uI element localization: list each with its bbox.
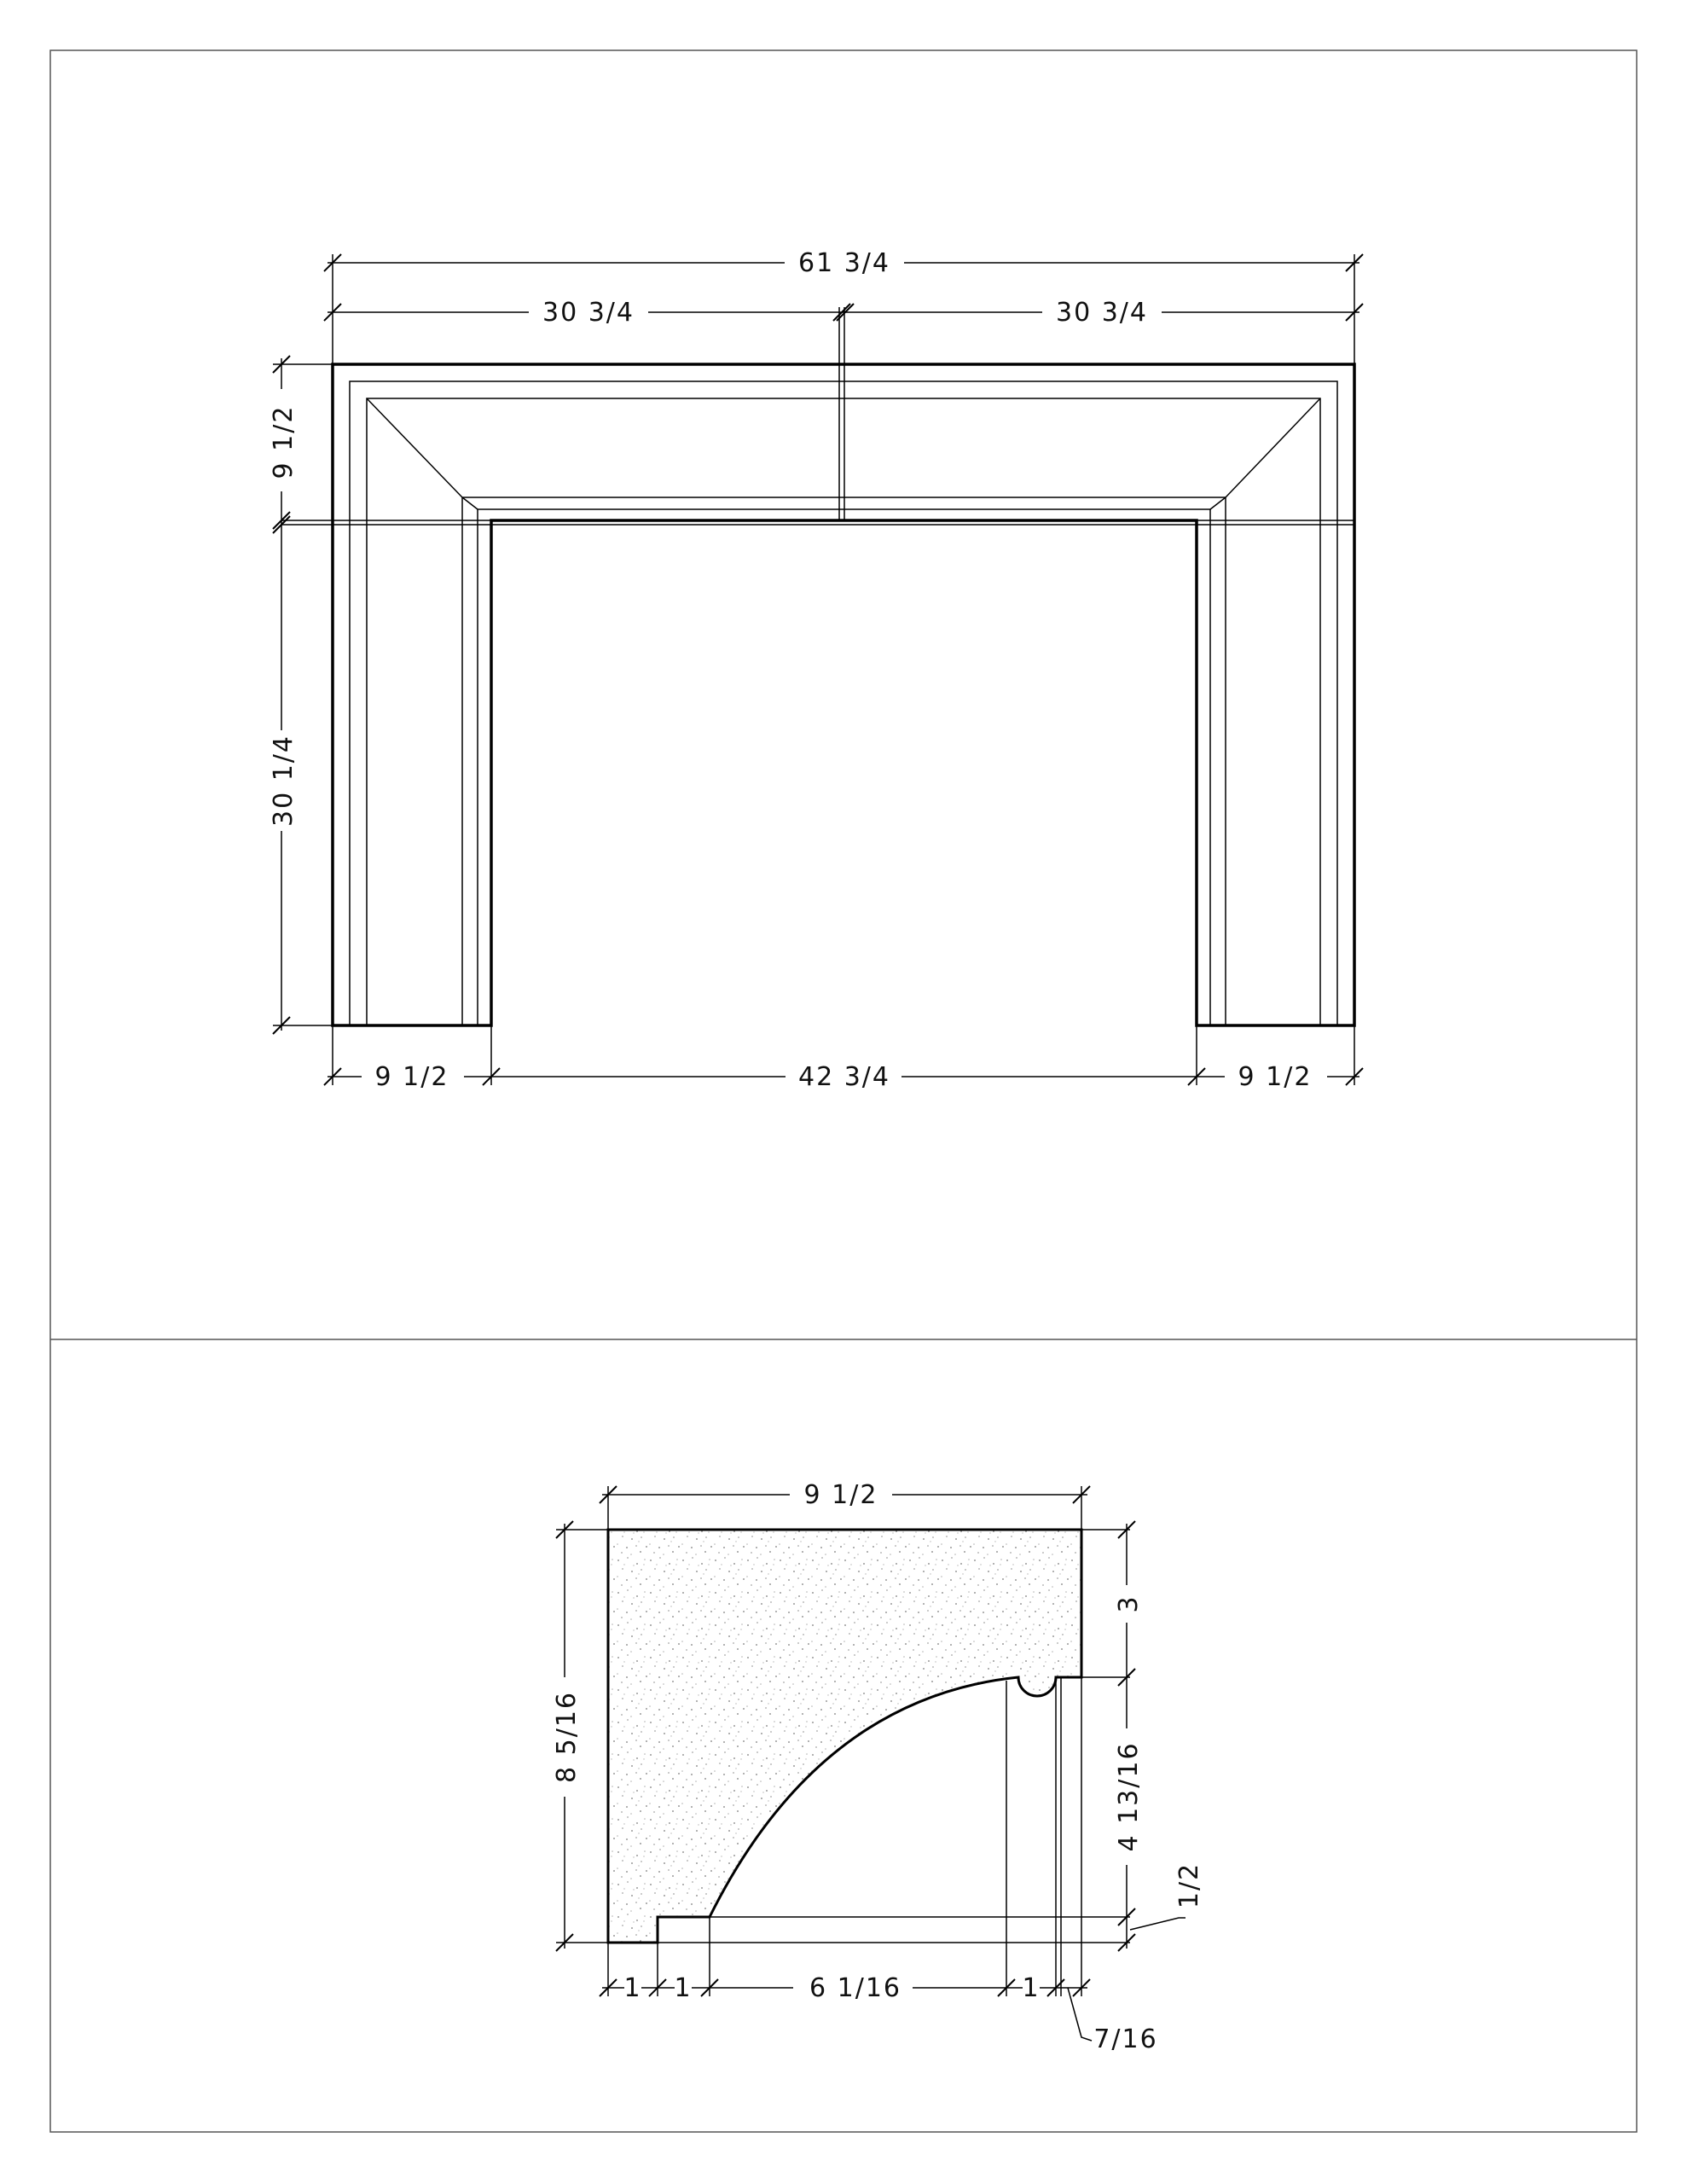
dim-cove-height: 4 13/16 bbox=[1114, 1741, 1144, 1852]
molding-line-outer bbox=[350, 381, 1337, 1025]
miter-left-outer bbox=[367, 398, 462, 497]
dim-top-step: 3 bbox=[1114, 1594, 1144, 1613]
dim-half-width-right: 30 3/4 bbox=[1056, 298, 1148, 328]
dim-bottom-2: 1 bbox=[674, 1973, 693, 2003]
mantel-elevation bbox=[266, 247, 1363, 1092]
dim-opening-height: 30 1/4 bbox=[269, 735, 299, 827]
dim-frieze-height: 9 1/2 bbox=[269, 404, 299, 479]
dim-half-width-left: 30 3/4 bbox=[542, 298, 635, 328]
miter-right-inner bbox=[1210, 497, 1226, 509]
dim-profile-height: 8 5/16 bbox=[552, 1691, 582, 1783]
dim-fillet: 1/2 bbox=[1174, 1862, 1204, 1909]
miter-left-inner bbox=[462, 497, 478, 509]
mantel-outline bbox=[333, 364, 1354, 1025]
bead-offset-leader bbox=[1068, 1988, 1092, 2041]
dim-bead-offset: 7/16 bbox=[1093, 2024, 1158, 2054]
profile-section-fill bbox=[608, 1530, 1081, 1943]
panel-line-1 bbox=[462, 497, 1226, 1025]
dim-bead-width: 1 bbox=[1022, 1973, 1041, 2003]
miter-right-outer bbox=[1226, 398, 1320, 497]
molding-line-inner bbox=[367, 398, 1320, 1025]
molding-profile-section bbox=[549, 1479, 1204, 2054]
dim-opening-width: 42 3/4 bbox=[798, 1062, 890, 1092]
dim-cove-run: 6 1/16 bbox=[809, 1973, 901, 2003]
dim-overall-width: 61 3/4 bbox=[798, 248, 890, 278]
fillet-leader bbox=[1130, 1918, 1186, 1930]
dim-right-leg-width: 9 1/2 bbox=[1238, 1062, 1313, 1092]
dim-bottom-1: 1 bbox=[623, 1973, 642, 2003]
panel-line-2 bbox=[478, 509, 1210, 1025]
dim-profile-width: 9 1/2 bbox=[803, 1480, 878, 1510]
dim-left-leg-width: 9 1/2 bbox=[374, 1062, 449, 1092]
